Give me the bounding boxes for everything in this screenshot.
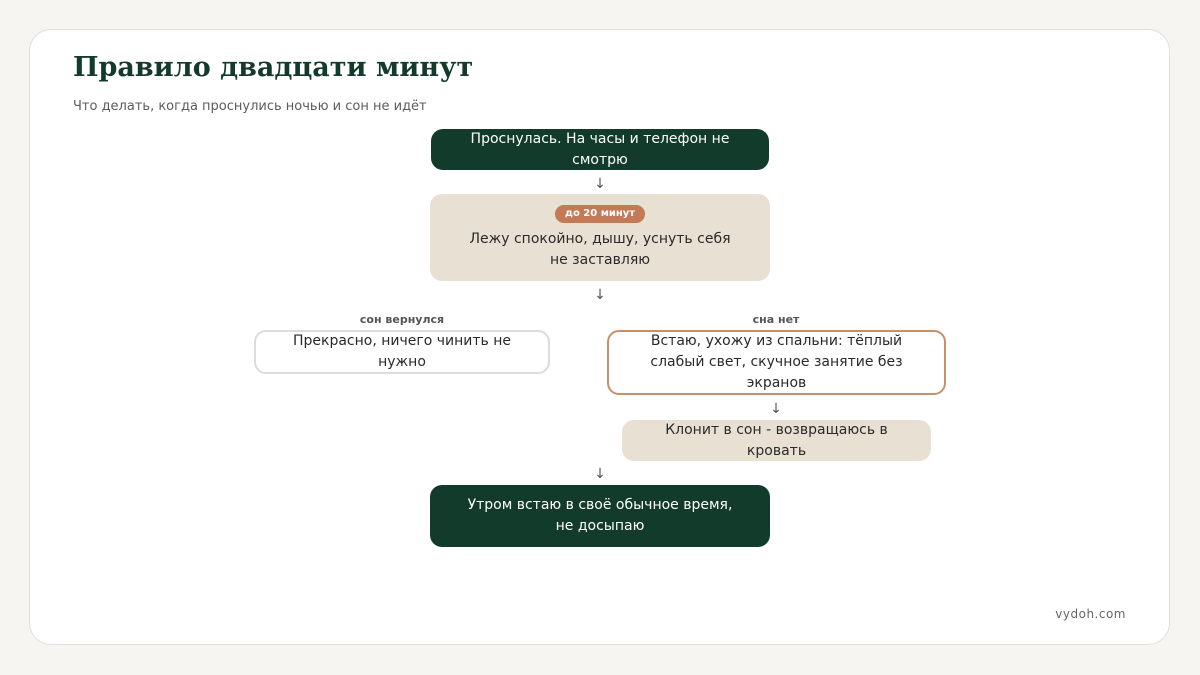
page-subtitle: Что делать, когда проснулись ночью и сон не идёт <box>73 99 427 114</box>
step-leave-bedroom <box>607 330 946 395</box>
slide-card <box>29 29 1170 645</box>
step-lie-still-text: Лежу спокойно, дышу, уснуть себя не заставляю <box>469 230 731 268</box>
arrow-down-icon: ↓ <box>770 401 782 417</box>
step-return-to-bed-text: Клонит в сон - возвращаюсь в кровать <box>665 421 888 459</box>
step-morning-text: Утром встаю в своё обычное время, не досыпаю <box>467 497 733 534</box>
branch-label-no-sleep: сна нет <box>752 313 800 326</box>
branch-label-sleep-returned: сон вернулся <box>359 313 445 326</box>
step-woke-up-text: Проснулась. На часы и телефон не смотрю <box>470 130 730 168</box>
outcome-all-fine-text: Прекрасно, ничего чинить не нужно <box>292 333 512 370</box>
footer-site: vydoh.com <box>1055 607 1126 621</box>
step-morning <box>430 485 770 547</box>
page-title: Правило двадцати минут <box>73 52 474 83</box>
time-limit-badge: до 20 минут <box>555 205 645 223</box>
step-return-to-bed <box>622 420 931 461</box>
arrow-down-icon: ↓ <box>594 176 606 192</box>
step-lie-still <box>430 194 770 281</box>
arrow-down-icon: ↓ <box>594 287 606 303</box>
step-leave-bedroom-text: Встаю, ухожу из спальни: тёплый слабый свет, скучное занятие без экранов <box>650 333 903 391</box>
outcome-all-fine <box>254 330 550 374</box>
arrow-down-icon: ↓ <box>594 466 606 482</box>
step-woke-up <box>431 129 769 170</box>
